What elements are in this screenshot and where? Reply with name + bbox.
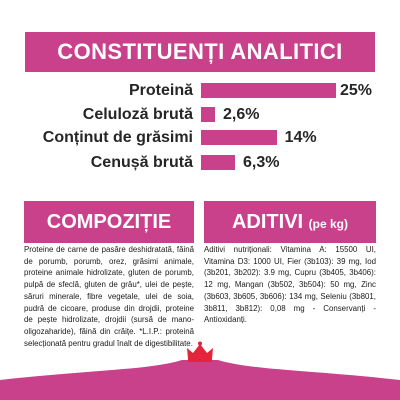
additives-title-main: ADITIVI — [231, 211, 304, 233]
analytic-constituents-title: CONSTITUENȚI ANALITICI — [57, 39, 343, 64]
constituent-row-fat — [0, 128, 400, 148]
additives-banner — [204, 201, 376, 243]
composition-text: Proteine de carne de pasăre deshidratată, făină de porumb, porumb, orez, grăsimi animale, proteine animale hidrolizate, gluten de porumb, pulpă de sfeclă, gluten de grâu*, ulei de pește, săruri minerale, fibre vegetale, ulei de soia, pudră de cicoare, produse din drojdii, proteine de pește hidrolizate, drojdii (sursă de mano-oligozaharide), făină din crăițe. *L.I.P.: proteină selecționată pentru gradul înalt de digestibilitate. — [24, 245, 194, 348]
crown-base — [188, 359, 212, 362]
constituent-row-protein — [0, 81, 400, 101]
analytic-constituents-banner — [25, 32, 375, 72]
constituent-label: Cenușă brută — [90, 154, 193, 171]
additives-title-unit: (pe kg) — [308, 217, 349, 231]
additives-title — [204, 201, 376, 243]
constituent-value: 6,3% — [243, 154, 280, 171]
constituent-row-ash — [0, 153, 400, 173]
crown-shape — [187, 344, 213, 359]
constituent-label: Proteină — [128, 82, 193, 99]
constituent-bar — [201, 130, 277, 145]
constituent-value: 25% — [340, 82, 373, 99]
constituent-label: Conținut de grăsimi — [42, 129, 193, 146]
constituent-bar — [201, 155, 235, 170]
additives-text: Aditivi nutriționali: Vitamina A: 15500 UI, Vitamina D3: 1000 UI, Fier (3b103): 39 mg, Iod (3b201, 3b202): 3.9 mg, Cupru (3b405, 3b406): 12 mg, Mangan (3b502, 3b504): 50 mg, Zinc (3b603, 3b605, 3b606): 134 mg, Seleniu (3b801, 3b811, 3b812): 0,08 mg - Conservanți - Antioxidanți. — [204, 245, 376, 325]
composition-banner — [24, 201, 194, 243]
wave-shape — [0, 360, 400, 400]
composition-title: COMPOZIȚIE — [46, 211, 172, 233]
crown-logo-icon — [185, 341, 215, 363]
constituent-label: Celuloză brută — [82, 106, 193, 123]
crown-jewel — [198, 342, 202, 346]
constituent-value: 14% — [284, 129, 317, 146]
constituent-row-fiber — [0, 105, 400, 125]
constituent-bar — [201, 83, 336, 98]
constituent-value: 2,6% — [223, 106, 260, 123]
constituent-bar — [201, 107, 215, 122]
